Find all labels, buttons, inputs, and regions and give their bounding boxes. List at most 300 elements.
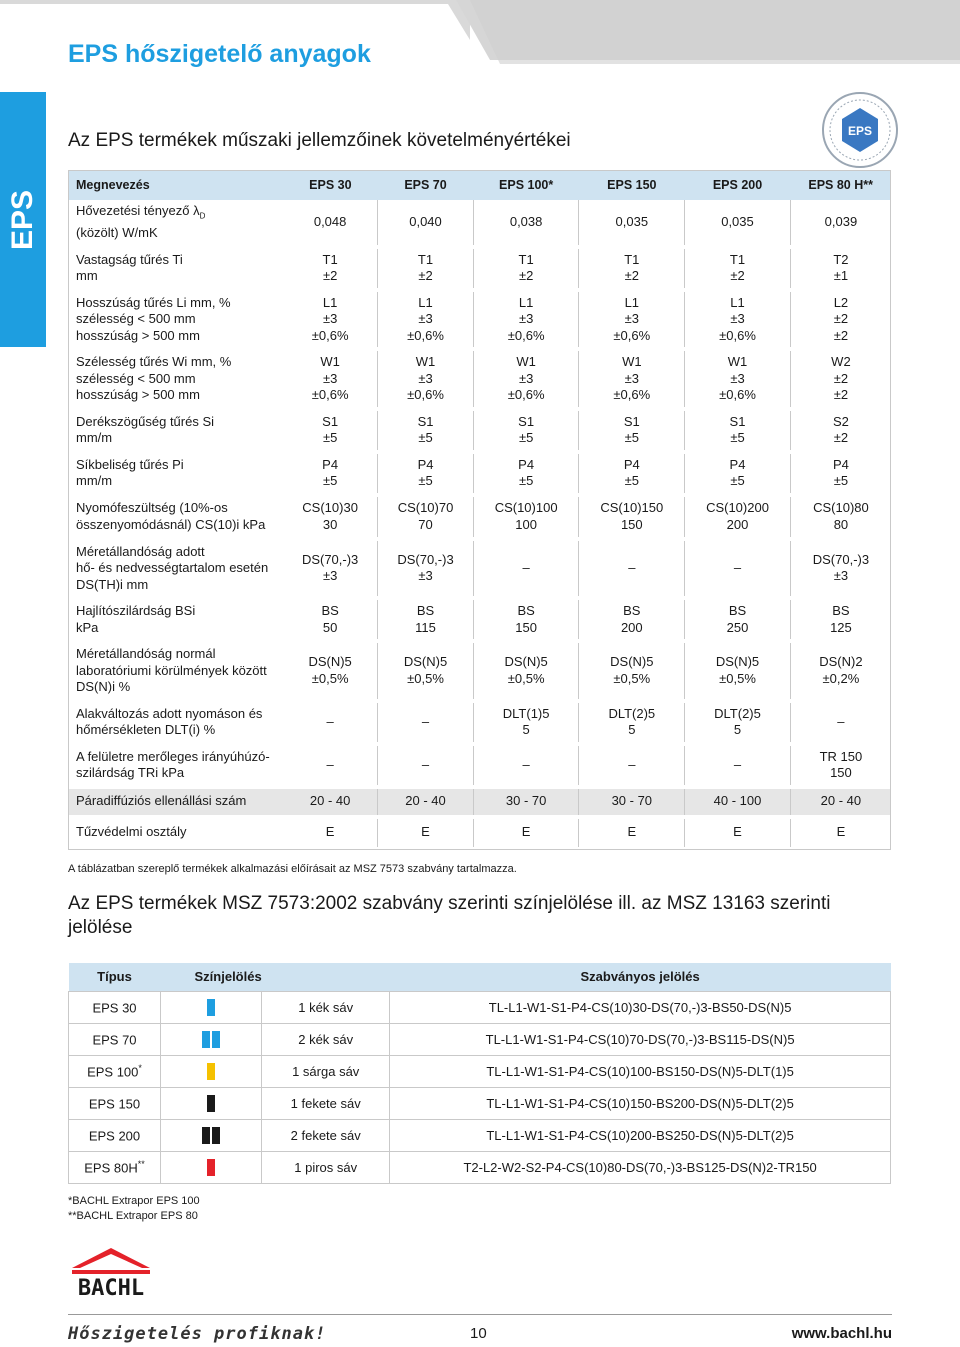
spec-cell-line: TR 150 bbox=[819, 748, 863, 764]
spec-cell bbox=[378, 452, 474, 495]
col-product: EPS 100* bbox=[473, 170, 579, 200]
spec-cell-line: – bbox=[733, 560, 742, 576]
spec-cell-line: DS(70,-)3 bbox=[301, 551, 359, 567]
svg-text:BACHL: BACHL bbox=[77, 1276, 145, 1298]
spec-cell bbox=[579, 409, 685, 452]
spec-cell bbox=[790, 787, 891, 817]
spec-cell-line: BS bbox=[517, 603, 535, 619]
spec-cell-line: ±0,6% bbox=[311, 327, 349, 343]
row-label-line: DS(TH)i mm bbox=[76, 576, 149, 592]
row-label-line: Nyomófeszültség (10%-os bbox=[76, 500, 228, 516]
product-type-name: EPS 150 bbox=[88, 1096, 141, 1112]
row-label bbox=[68, 539, 283, 599]
spec-cell-line: L2 bbox=[833, 294, 849, 310]
spec-cell-line: 30 - 70 bbox=[611, 793, 653, 809]
color-marking-text: 1 piros sáv bbox=[262, 1151, 390, 1183]
spec-cell bbox=[685, 701, 791, 744]
spec-cell-line: ±3 bbox=[730, 370, 745, 386]
spec-cell-line: 30 bbox=[322, 516, 338, 532]
spec-cell bbox=[473, 817, 579, 849]
row-label bbox=[68, 349, 283, 409]
spec-cell bbox=[473, 598, 579, 641]
spec-cell-line: ±2 bbox=[833, 327, 849, 343]
spec-cell-line: S1 bbox=[322, 413, 339, 429]
spec-cell bbox=[685, 409, 791, 452]
spec-cell bbox=[378, 539, 474, 599]
spec-row bbox=[68, 452, 891, 495]
spec-table-header bbox=[68, 170, 891, 200]
spec-cell-line: E bbox=[627, 824, 637, 840]
spec-cell-line: 5 bbox=[733, 722, 742, 738]
spec-cell bbox=[473, 641, 579, 701]
spec-cell-line: W1 bbox=[320, 354, 340, 370]
spec-cell-line: DS(N)2 bbox=[819, 654, 863, 670]
spec-cell-line: W1 bbox=[415, 354, 436, 370]
section-heading-marking: Az EPS termékek MSZ 7573:2002 szabvány szerinti színjelölése ill. az MSZ 13163 szerinti jelölése bbox=[68, 893, 831, 938]
spec-cell-line: – bbox=[326, 756, 334, 772]
standard-code: TL-L1-W1-S1-P4-CS(10)150-BS200-DS(N)5-DLT(2)5 bbox=[390, 1087, 891, 1119]
spec-cell-line: DS(N)5 bbox=[610, 654, 654, 670]
row-label-line: Hővezetési tényező λ bbox=[76, 203, 200, 218]
spec-cell-line: ±2 bbox=[730, 268, 745, 284]
product-type bbox=[69, 1151, 161, 1183]
row-label bbox=[68, 452, 283, 495]
spec-cell-line: – bbox=[421, 713, 430, 729]
spec-cell-line: ±2 bbox=[833, 370, 849, 386]
spec-cell-line: 0,048 bbox=[313, 214, 347, 230]
spec-cell-line: – bbox=[837, 713, 845, 729]
spec-cell-line: 0,038 bbox=[509, 214, 543, 230]
spec-cell bbox=[378, 787, 474, 817]
spec-cell bbox=[579, 200, 685, 247]
spec-cell-line: CS(10)100 bbox=[494, 500, 558, 516]
spec-cell-line: W1 bbox=[622, 354, 642, 370]
spec-cell-line: P4 bbox=[623, 456, 640, 472]
row-label bbox=[68, 744, 283, 787]
color-marking-text: 1 kék sáv bbox=[262, 991, 390, 1023]
spec-cell-line: ±2 bbox=[833, 430, 849, 446]
spec-row bbox=[68, 744, 891, 787]
footer-slogan: Hőszigetelés profiknak! bbox=[68, 1324, 327, 1344]
spec-cell bbox=[579, 701, 685, 744]
spec-cell bbox=[579, 452, 685, 495]
spec-cell-line: ±5 bbox=[624, 430, 639, 446]
spec-cell bbox=[378, 200, 474, 247]
spec-cell-line: ±3 bbox=[518, 370, 534, 386]
spec-cell bbox=[685, 349, 791, 409]
spec-row bbox=[68, 409, 891, 452]
spec-cell-line: 80 bbox=[833, 516, 849, 532]
spec-cell bbox=[790, 247, 891, 290]
spec-cell bbox=[790, 409, 891, 452]
spec-cell-line: W1 bbox=[516, 354, 536, 370]
row-label bbox=[68, 247, 283, 290]
spec-cell-line: L1 bbox=[322, 294, 338, 310]
spec-cell-line: ±2 bbox=[322, 268, 338, 284]
product-type-name: EPS 80H bbox=[84, 1160, 138, 1176]
spec-cell bbox=[685, 247, 791, 290]
spec-cell bbox=[283, 641, 378, 701]
spec-cell-line: – bbox=[628, 756, 636, 772]
spec-cell-line: – bbox=[733, 756, 742, 772]
spec-cell bbox=[378, 495, 474, 539]
spec-cell-line: W2 bbox=[831, 354, 851, 370]
spec-cell-line: 70 bbox=[418, 516, 433, 532]
row-label-line: hosszúság > 500 mm bbox=[76, 387, 200, 403]
spec-cell-line: E bbox=[733, 824, 742, 840]
footer-url[interactable]: www.bachl.hu bbox=[791, 1325, 892, 1342]
spec-row bbox=[68, 349, 891, 409]
spec-cell bbox=[685, 452, 791, 495]
col-product: EPS 150 bbox=[579, 170, 685, 200]
product-type bbox=[69, 1087, 161, 1119]
spec-cell-line: 100 bbox=[515, 516, 537, 532]
color-swatch-cell bbox=[161, 991, 262, 1023]
spec-cell-line: 150 bbox=[515, 619, 537, 635]
row-label bbox=[68, 817, 283, 849]
spec-cell-line: ±5 bbox=[418, 430, 433, 446]
spec-cell-line: ±0,6% bbox=[507, 327, 545, 343]
spec-cell-line: ±0,5% bbox=[613, 670, 651, 686]
yellow-stripe-swatch bbox=[207, 1063, 215, 1080]
blue-stripe-swatch bbox=[212, 1031, 220, 1048]
row-label-line: Szélesség tűrés Wi mm, % bbox=[76, 354, 232, 370]
spec-cell-line: ±5 bbox=[730, 430, 745, 446]
spec-cell bbox=[378, 290, 474, 350]
product-type bbox=[69, 991, 161, 1023]
spec-cell-line: – bbox=[628, 560, 636, 576]
spec-row bbox=[68, 817, 891, 849]
spec-cell-line: DLT(1)5 bbox=[502, 705, 550, 721]
spec-cell-line: DS(N)5 bbox=[403, 654, 448, 670]
black-stripe-swatch bbox=[212, 1127, 220, 1144]
spec-cell bbox=[378, 409, 474, 452]
col-product: EPS 200 bbox=[685, 170, 791, 200]
spec-row bbox=[68, 787, 891, 817]
spec-row bbox=[68, 247, 891, 290]
spec-cell bbox=[283, 495, 378, 539]
spec-cell-line: ±0,6% bbox=[407, 387, 444, 403]
spec-cell bbox=[473, 744, 579, 787]
spec-cell-line: ±5 bbox=[624, 473, 639, 489]
spec-cell-line: 125 bbox=[830, 619, 852, 635]
row-label-line: szélesség < 500 mm bbox=[76, 370, 196, 386]
spec-cell-line: ±5 bbox=[518, 473, 534, 489]
spec-cell-line: ±2 bbox=[833, 387, 849, 403]
spec-cell bbox=[579, 349, 685, 409]
spec-cell-line: ±0,6% bbox=[613, 387, 651, 403]
spec-cell bbox=[473, 247, 579, 290]
color-swatch-cell bbox=[161, 1023, 262, 1055]
standard-code: TL-L1-W1-S1-P4-CS(10)30-DS(70,-)3-BS50-DS(N)5 bbox=[390, 991, 891, 1023]
spec-cell-line: 30 - 70 bbox=[505, 793, 547, 809]
row-label-line: (közölt) W/mK bbox=[76, 225, 158, 241]
spec-cell-line: 150 bbox=[620, 516, 643, 532]
page-title: EPS hőszigetelő anyagok bbox=[68, 40, 371, 68]
spec-cell-line: ±0,6% bbox=[311, 387, 349, 403]
row-label-subscript: D bbox=[199, 211, 206, 221]
page-number: 10 bbox=[470, 1325, 487, 1342]
row-label-line: Páradiffúziós ellenállási szám bbox=[76, 793, 247, 809]
col-marking-text bbox=[262, 963, 390, 991]
spec-cell-line: T1 bbox=[322, 251, 338, 267]
spec-cell bbox=[579, 641, 685, 701]
product-type-name: EPS 70 bbox=[92, 1032, 137, 1048]
row-label-line: Derékszögűség tűrés Si bbox=[76, 413, 215, 429]
spec-row bbox=[68, 701, 891, 744]
spec-cell-line: ±1 bbox=[833, 268, 849, 284]
row-label bbox=[68, 787, 283, 817]
spec-row bbox=[68, 539, 891, 599]
col-standard: Szabványos jelölés bbox=[390, 963, 891, 991]
spec-cell-line: DS(N)5 bbox=[504, 654, 548, 670]
row-label-line: mm/m bbox=[76, 473, 113, 489]
spec-cell bbox=[283, 200, 378, 247]
spec-cell-line: 150 bbox=[830, 765, 852, 781]
spec-cell bbox=[283, 247, 378, 290]
row-label-line: Tűzvédelmi osztály bbox=[76, 824, 187, 840]
spec-cell-line: ±3 bbox=[322, 370, 338, 386]
col-marking: Színjelölés bbox=[161, 963, 262, 991]
spec-cell bbox=[473, 452, 579, 495]
spec-cell-line: ±3 bbox=[322, 568, 338, 584]
spec-cell bbox=[283, 744, 378, 787]
spec-cell-line: P4 bbox=[729, 456, 746, 472]
spec-cell-line: ±5 bbox=[322, 430, 338, 446]
spec-cell-line: 115 bbox=[415, 619, 436, 635]
spec-cell-line: S1 bbox=[729, 413, 746, 429]
color-marking-text: 1 sárga sáv bbox=[262, 1055, 390, 1087]
row-label-line: mm bbox=[76, 268, 98, 284]
spec-cell bbox=[283, 290, 378, 350]
spec-cell-line: DS(70,-)3 bbox=[397, 551, 454, 567]
spec-cell-line: 20 - 40 bbox=[405, 793, 446, 809]
spec-cell-line: T1 bbox=[417, 251, 434, 267]
spec-cell-line: DS(70,-)3 bbox=[812, 551, 870, 567]
bachl-logo bbox=[68, 1246, 154, 1298]
product-type bbox=[69, 1055, 161, 1087]
spec-cell bbox=[685, 290, 791, 350]
spec-cell-line: P4 bbox=[322, 456, 339, 472]
spec-cell-line: CS(10)150 bbox=[600, 500, 664, 516]
spec-row bbox=[68, 290, 891, 350]
black-stripe-swatch bbox=[207, 1095, 215, 1112]
spec-cell-line: 200 bbox=[726, 516, 749, 532]
spec-cell-line: ±2 bbox=[418, 268, 433, 284]
spec-cell-line: 0,035 bbox=[721, 214, 754, 230]
side-tab-label: EPS bbox=[6, 189, 39, 250]
spec-cell-line: ±0,6% bbox=[719, 387, 756, 403]
spec-cell-line: – bbox=[522, 756, 530, 772]
spec-cell-line: ±0,5% bbox=[311, 670, 349, 686]
spec-cell-line: CS(10)80 bbox=[813, 500, 869, 516]
spec-cell bbox=[283, 701, 378, 744]
spec-cell-line: L1 bbox=[418, 294, 433, 310]
spec-cell-line: 5 bbox=[628, 722, 636, 738]
spec-cell bbox=[473, 701, 579, 744]
spec-cell-line: ±0,2% bbox=[822, 670, 860, 686]
spec-cell bbox=[473, 349, 579, 409]
spec-cell-line: CS(10)200 bbox=[706, 500, 769, 516]
spec-cell-line: S1 bbox=[417, 413, 434, 429]
spec-cell-line: – bbox=[522, 560, 530, 576]
spec-cell-line: ±2 bbox=[833, 311, 849, 327]
spec-cell-line: ±0,6% bbox=[507, 387, 545, 403]
color-swatch-cell bbox=[161, 1055, 262, 1087]
spec-cell bbox=[790, 817, 891, 849]
spec-cell bbox=[378, 349, 474, 409]
col-product: EPS 70 bbox=[378, 170, 474, 200]
spec-cell-line: ±5 bbox=[518, 430, 534, 446]
spec-cell-line: 20 - 40 bbox=[309, 793, 351, 809]
row-label bbox=[68, 200, 283, 247]
color-marking-text: 2 fekete sáv bbox=[262, 1119, 390, 1151]
row-label-line: hő- és nedvességtartalom esetén bbox=[76, 560, 269, 576]
spec-cell-line: ±3 bbox=[730, 311, 745, 327]
spec-cell-line: L1 bbox=[518, 294, 534, 310]
row-label bbox=[68, 641, 283, 701]
spec-cell-line: T1 bbox=[624, 251, 640, 267]
spec-cell bbox=[685, 787, 791, 817]
spec-cell-line: L1 bbox=[730, 294, 745, 310]
spec-cell bbox=[473, 495, 579, 539]
color-swatch-cell bbox=[161, 1087, 262, 1119]
spec-cell-line: 250 bbox=[726, 619, 749, 635]
footer-rule bbox=[68, 1314, 892, 1315]
spec-cell bbox=[685, 744, 791, 787]
spec-cell bbox=[473, 200, 579, 247]
spec-cell-line: ±0,5% bbox=[507, 670, 545, 686]
table-note: A táblázatban szereplő termékek alkalmazási előírásait az MSZ 7573 szabvány tartalmazza. bbox=[68, 863, 517, 875]
row-label-line: hőmérsékleten DLT(i) % bbox=[76, 722, 216, 738]
spec-cell-line: T1 bbox=[518, 251, 534, 267]
spec-cell-line: CS(10)70 bbox=[397, 500, 454, 516]
spec-cell bbox=[790, 539, 891, 599]
spec-cell-line: ±0,5% bbox=[407, 670, 444, 686]
spec-cell bbox=[473, 787, 579, 817]
spec-cell bbox=[579, 817, 685, 849]
spec-cell bbox=[473, 409, 579, 452]
spec-cell-line: ±2 bbox=[624, 268, 639, 284]
spec-row bbox=[68, 598, 891, 641]
spec-cell bbox=[579, 290, 685, 350]
col-product: EPS 30 bbox=[283, 170, 378, 200]
section-heading-requirements: Az EPS termékek műszaki jellemzőinek követelményértékei bbox=[68, 130, 571, 151]
spec-cell-line: 50 bbox=[322, 619, 338, 635]
row-label-line: Alakváltozás adott nyomáson és bbox=[76, 705, 263, 721]
blue-stripe-swatch bbox=[207, 999, 215, 1016]
spec-cell-line: ±5 bbox=[322, 473, 338, 489]
spec-cell-line: E bbox=[421, 824, 430, 840]
spec-cell bbox=[685, 641, 791, 701]
red-stripe-swatch bbox=[207, 1159, 215, 1176]
spec-cell bbox=[283, 452, 378, 495]
color-row bbox=[69, 1023, 891, 1055]
blue-stripe-swatch bbox=[202, 1031, 210, 1048]
row-label-line: kPa bbox=[76, 619, 99, 635]
spec-cell bbox=[579, 495, 685, 539]
spec-cell-line: ±3 bbox=[418, 370, 433, 386]
spec-cell-line: T1 bbox=[729, 251, 746, 267]
spec-cell bbox=[283, 787, 378, 817]
row-label-line: A felületre merőleges irányúhúzó- bbox=[76, 748, 270, 764]
spec-cell-line: ±2 bbox=[518, 268, 534, 284]
col-name: Megnevezés bbox=[68, 170, 283, 200]
spec-cell bbox=[685, 539, 791, 599]
spec-cell-line: 5 bbox=[522, 722, 530, 738]
row-label-line: mm/m bbox=[76, 430, 113, 446]
spec-cell-line: S1 bbox=[623, 413, 640, 429]
color-row bbox=[69, 1087, 891, 1119]
spec-cell-line: ±3 bbox=[322, 311, 338, 327]
row-label-line: hosszúság > 500 mm bbox=[76, 327, 200, 343]
spec-cell bbox=[283, 539, 378, 599]
spec-cell-line: ±0,6% bbox=[407, 327, 444, 343]
spec-cell-line: – bbox=[326, 713, 334, 729]
row-label-line: Hosszúság tűrés Li mm, % bbox=[76, 294, 231, 310]
spec-cell bbox=[579, 744, 685, 787]
spec-cell-line: DS(N)5 bbox=[715, 654, 760, 670]
spec-cell-line: E bbox=[521, 824, 531, 840]
spec-cell-line: 0,040 bbox=[409, 214, 442, 230]
spec-cell-line: ±3 bbox=[833, 568, 849, 584]
row-label-line: Vastagság tűrés Ti bbox=[76, 251, 183, 267]
row-label bbox=[68, 409, 283, 452]
spec-cell bbox=[378, 598, 474, 641]
spec-row bbox=[68, 200, 891, 247]
spec-cell bbox=[685, 817, 791, 849]
spec-cell-line: P4 bbox=[417, 456, 434, 472]
color-row bbox=[69, 991, 891, 1023]
spec-cell bbox=[790, 744, 891, 787]
spec-cell bbox=[283, 349, 378, 409]
spec-cell bbox=[790, 701, 891, 744]
spec-cell-line: BS bbox=[728, 603, 747, 619]
spec-cell-line: ±5 bbox=[833, 473, 849, 489]
row-label bbox=[68, 598, 283, 641]
product-type-mark: * bbox=[138, 1062, 142, 1073]
product-type bbox=[69, 1119, 161, 1151]
spec-cell bbox=[283, 409, 378, 452]
footnote-1: *BACHL Extrapor EPS 100 bbox=[68, 1195, 200, 1207]
spec-cell-line: P4 bbox=[832, 456, 849, 472]
color-row bbox=[69, 1119, 891, 1151]
spec-cell-line: E bbox=[325, 824, 335, 840]
standard-code: TL-L1-W1-S1-P4-CS(10)70-DS(70,-)3-BS115-DS(N)5 bbox=[390, 1023, 891, 1055]
spec-cell bbox=[790, 495, 891, 539]
row-label-line: Síkbeliség tűrés Pi bbox=[76, 456, 184, 472]
spec-cell-line: S1 bbox=[518, 413, 535, 429]
spec-cell bbox=[378, 817, 474, 849]
color-swatch-cell bbox=[161, 1151, 262, 1183]
spec-row bbox=[68, 641, 891, 701]
spec-cell-line: P4 bbox=[518, 456, 535, 472]
spec-cell-line: S2 bbox=[832, 413, 849, 429]
spec-cell bbox=[790, 598, 891, 641]
spec-table bbox=[68, 170, 891, 851]
spec-cell-line: – bbox=[421, 756, 430, 772]
spec-cell-line: BS bbox=[623, 603, 641, 619]
spec-cell-line: E bbox=[836, 824, 846, 840]
side-tab bbox=[0, 92, 46, 347]
spec-cell-line: 40 - 100 bbox=[713, 793, 762, 809]
spec-cell bbox=[685, 495, 791, 539]
row-label-line: Méretállandóság adott bbox=[76, 543, 205, 559]
spec-cell-line: DLT(2)5 bbox=[608, 705, 656, 721]
row-label bbox=[68, 701, 283, 744]
spec-cell bbox=[579, 247, 685, 290]
footnotes bbox=[68, 1194, 200, 1224]
